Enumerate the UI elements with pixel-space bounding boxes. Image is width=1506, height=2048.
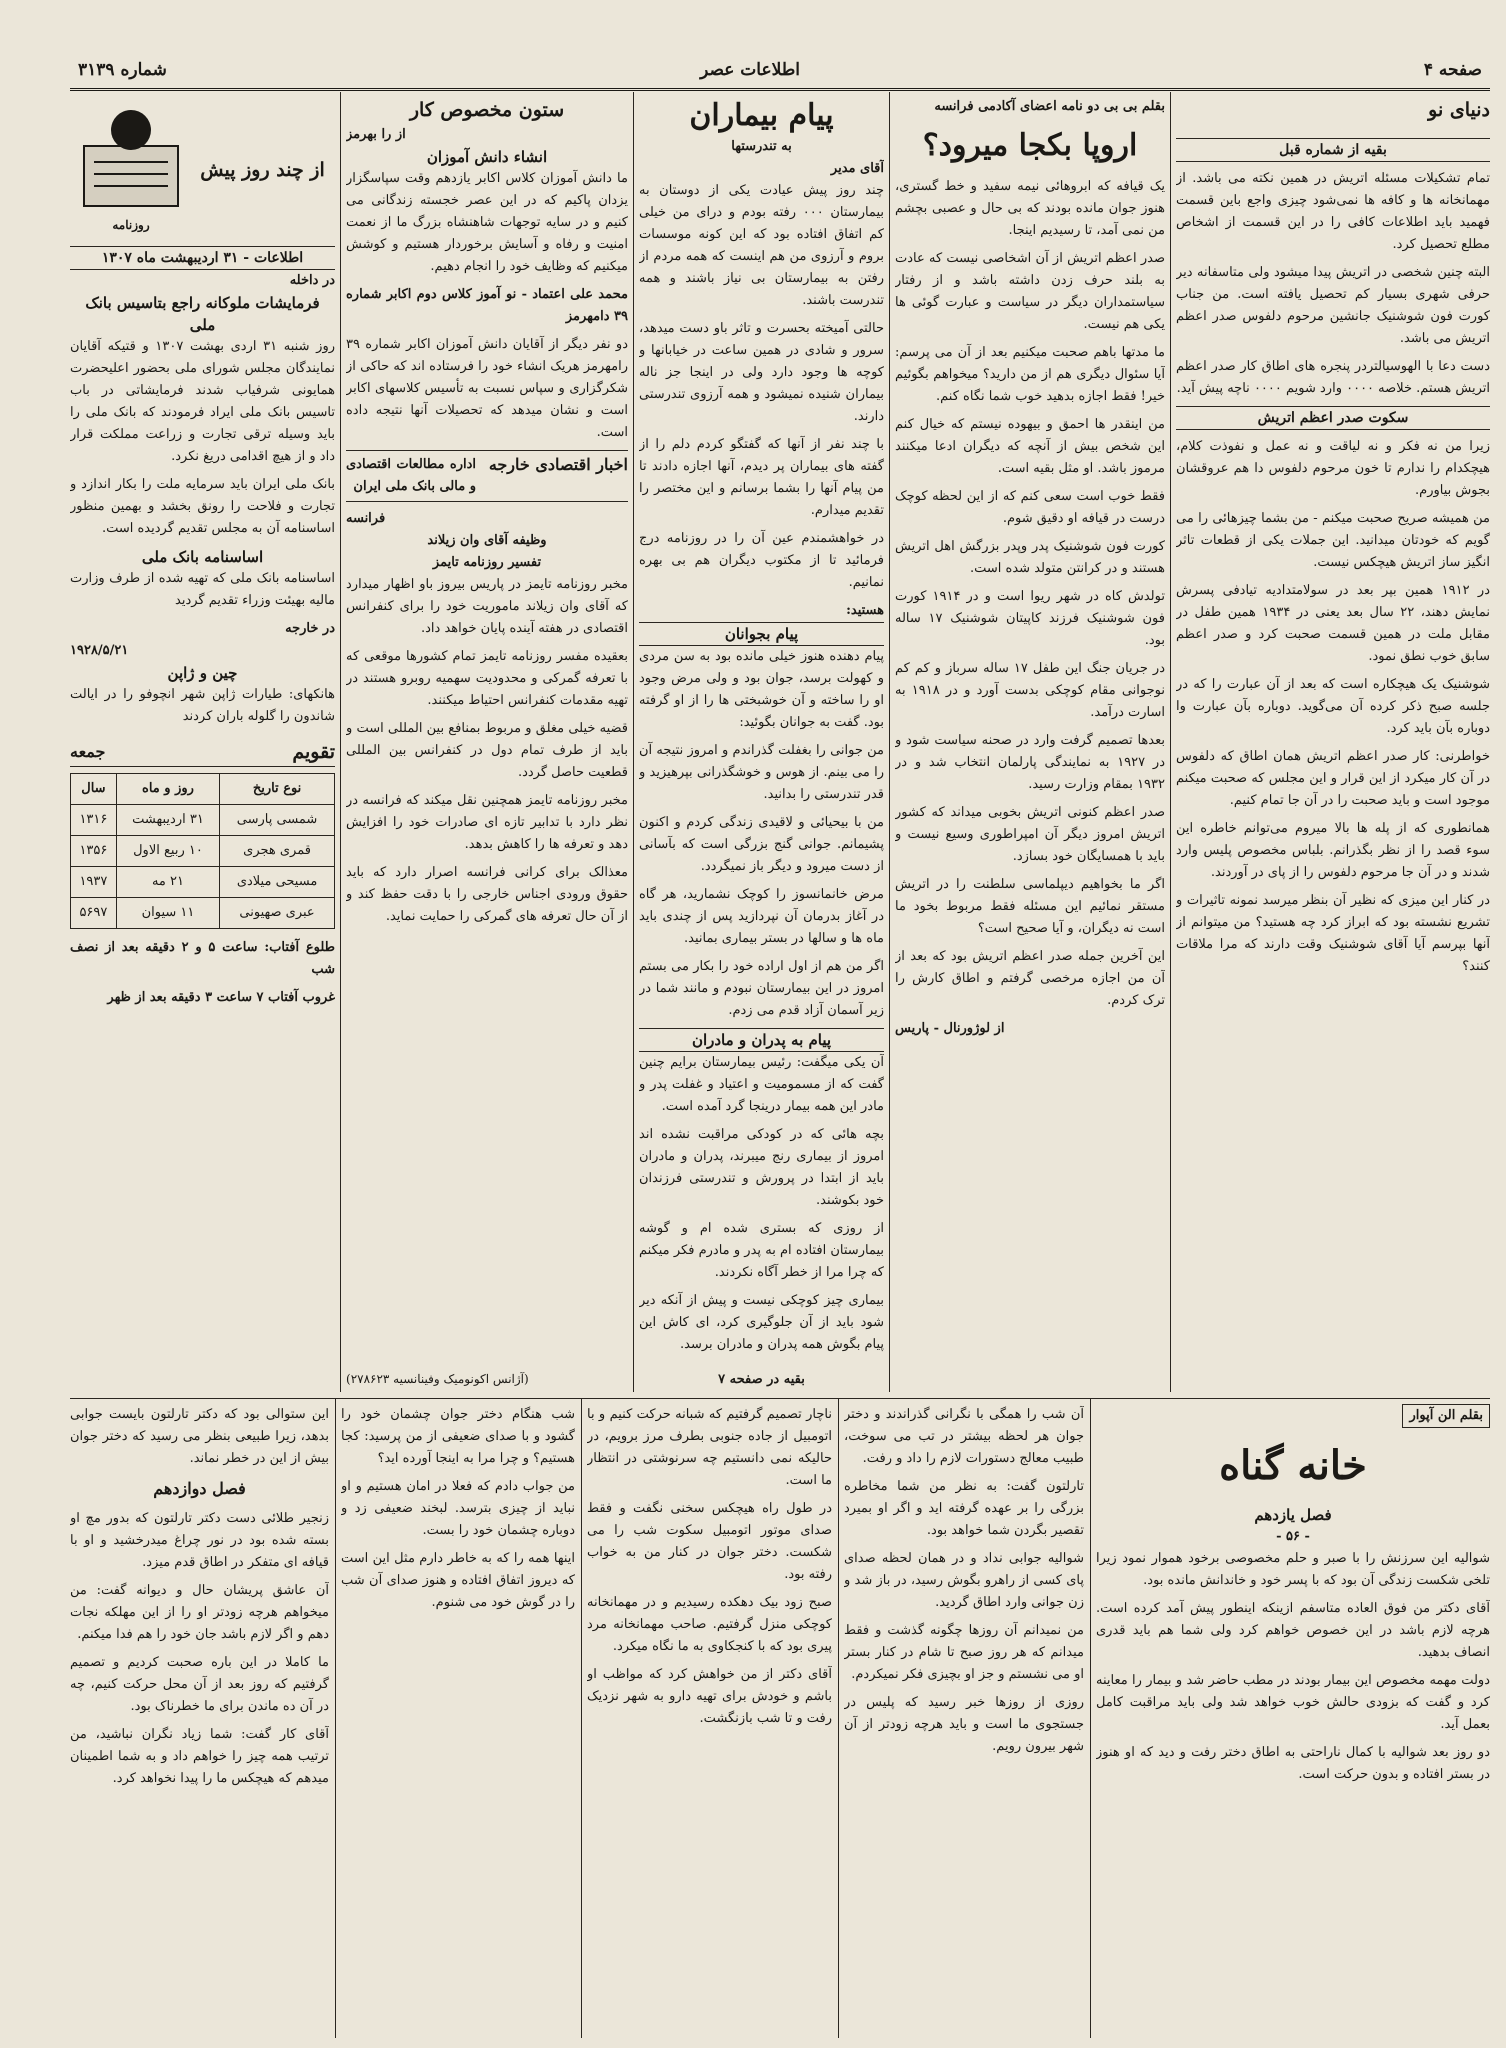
serial-column — [70, 1404, 329, 2038]
weekday: جمعه — [70, 742, 106, 761]
sunrise: طلوع آفتاب: ساعت ۵ و ۲ دقیقه بعد از نصف شب — [70, 940, 335, 977]
paragraph: آقای دکتر من فوق العاده متاسفم ازینکه اینطور پیش آمد کرده است. هرچه لازم باشد در این خصوص خواهم کرد ولی شما هم باید قدری انصاف بدهید. — [1096, 1601, 1490, 1660]
paragraph: مخبر روزنامه تایمز در پاریس بیروز باو اظهار میدارد که آقای وان زیلاند ماموریت خود را برای کنفرانس اقتصادی در هفته آینده پایان خواهد داد. — [346, 577, 628, 636]
rule — [889, 92, 890, 1392]
sunset: غروب آفتاب ۷ ساعت ۳ دقیقه بعد از ظهر — [107, 990, 335, 1005]
signature: هستید: — [846, 603, 884, 618]
table-row — [71, 867, 335, 898]
paragraph: بعقیده مفسر روزنامه تایمز تمام کشورها موقعی که با تعرفه گمرکی و محدودیت سهمیه روبرو هستند در تهیه مقدمات کنفرانس احتیاط میکنند. — [346, 649, 628, 708]
paragraph: پیام دهنده هنوز خیلی مانده بود به سن مردی و کهولت برسد، جوان بود و ولی مرض وجود او را ساخته و آن خوشبختی ها را از او گرفته بود. گفت به جوانان بگوئید: — [639, 649, 884, 730]
rule — [633, 92, 634, 1392]
rule — [335, 1398, 336, 2038]
source-signature: از لوژورنال - پاریس — [895, 1021, 1005, 1036]
paragraph: چند روز پیش عیادت یکی از دوستان به بیمارستان ۰۰۰ رفته بودم و درای من خیلی کم اتفاق افتاده بود که این کونه موسسات بروم و آرزوی من هم اینست که همه مردم از رفتن به بیمارستان بی نیاز باشند و همه تندرست باشند. — [639, 183, 884, 308]
paper-name: اطلاعات عصر — [700, 60, 800, 80]
paragraph: ما دانش آموزان کلاس اکابر یازدهم وقت سپاسگزار یزدان پاکیم که در این عصر خجسته زندگانی می کنیم و در سایه توجهات شاهنشاه بزرگ ما از نعمت امنیت و رفاه و آسایش برخوردار هستیم و کوشش میکنیم که وظایف خود را انجام دهیم. — [346, 171, 628, 274]
paragraph: تارلتون گفت: به نظر من شما مخاطره بزرگی را بر عهده گرفته اید و اگر او بمیرد تقصیر بگردن شما خواهد بود. — [844, 1479, 1084, 1538]
subhead: پیام بجوانان — [639, 622, 884, 646]
column-header: سال — [71, 774, 117, 805]
table-cell: ۱۹۳۷ — [71, 867, 117, 898]
column-patients — [639, 96, 884, 1390]
paragraph: بانک ملی ایران باید سرمایه ملت را بکار اندازد و تجارت و فلاحت را رونق بخشد و بهمین منظور اساسنامه آن به مجلس تقدیم گردیده است. — [70, 477, 335, 536]
paragraph: شب هنگام دختر جوان چشمان خود را گشود و با صدای ضعیفی از من پرسید: کجا هستیم؟ و چرا مرا به اینجا آورده اید؟ — [341, 1407, 575, 1466]
paragraph: اگر من هم از اول اراده خود را بکار می بستم امروز در این بیمارستان نبودم و مانند شما در زیر آسمان آزاد قدم می زدم. — [639, 959, 884, 1018]
paragraph: معذالک برای کرانی فرانسه اصرار دارد که باید حقوق ورودی اجناس خارجی را با دقت حفظ کند و از آن حال تعرفه های گمرکی را حمایت نماید. — [346, 865, 628, 924]
serial-column — [587, 1404, 832, 2038]
column-labor — [346, 96, 628, 1390]
banner-title: اخبار اقتصادی خارجه — [488, 455, 628, 474]
rule — [581, 1398, 582, 2038]
subhead: فرمایشات ملوکانه راجع بتاسیس بانک ملی — [85, 294, 320, 334]
table-cell: ۳۱ اردیبهشت — [116, 805, 219, 836]
table-cell: شمسی پارسی — [220, 805, 335, 836]
article-title: اروپا بکجا میرود؟ — [922, 128, 1138, 163]
serial-intro — [1096, 1404, 1490, 2038]
rule — [1170, 92, 1171, 1392]
byline: به تندرستها — [731, 139, 792, 154]
section-label: در داخله — [289, 273, 335, 288]
paragraph: با چند نفر از آنها که گفتگو کردم دلم را از گفته های بیماران پر دیدم، آنها اجازه دادند تا من پیام آنها را بشما برسانم و این مختصر را تقدیم میدارم. — [639, 437, 884, 518]
paragraph: مرض خانمانسوز را کوچک نشمارید، هر گاه در آغاز بدرمان آن نپردازید پس از چندی باید ماه ها و سالها در بستر بیماری بمانید. — [639, 887, 884, 946]
salutation: آقای مدیر — [830, 161, 884, 176]
paragraph: من جوانی را بغفلت گذراندم و امروز نتیجه آن را می بینم. از هوس و خوشگذرانی بپرهیزید و قدر تندرستی را بدانید. — [639, 743, 884, 802]
paragraph: آن شب را همگی با نگرانی گذراندند و دختر جوان هر لحظه بیشتر در تب می سوخت، طبیب معالج دستورات لازم را داد و رفت. — [844, 1407, 1084, 1466]
paragraph: من با بیحیائی و لاقیدی زندگی کردم و اکنون پشیمانم. جوانی گنج بزرگی است که بآسانی از دست میرود و دیگر باز نمیگردد. — [639, 815, 884, 874]
column-europe-cont — [1176, 96, 1490, 1390]
subhead: اساسنامه بانک ملی — [141, 548, 264, 566]
byline: بقلم بی بی دو نامه اعضای آکادمی فرانسه — [934, 99, 1165, 114]
column-header: روز و ماه — [116, 774, 219, 805]
table-cell: ۵۶۹۷ — [71, 898, 117, 929]
table-cell: ۱۳۵۶ — [71, 836, 117, 867]
byline: از را بهرمز — [346, 127, 406, 142]
issue-number: شماره ۳۱۳۹ — [78, 60, 167, 80]
subhead: بقیه از شماره قبل — [1176, 138, 1490, 162]
paragraph: یک قیافه که ابروهائی نیمه سفید و خط گستری، هنوز جوان مانده بودند که بی حال و عصبی بچشم من نمی آمد، تا رسیدیم اینجا. — [895, 179, 1165, 238]
paragraph: در خواهشمندم عین آن را در روزنامه درج فرمائید تا از مکتوب دیگران هم بی بهره نمانیم. — [639, 531, 884, 590]
serial-title: خانه گناه — [1219, 1442, 1367, 1489]
paragraph: روزی از روزها خبر رسید که پلیس در جستجوی ما است و باید هرچه زودتر از آن شهر بیرون رویم. — [844, 1695, 1084, 1754]
paragraph: این آخرین جمله صدر اعظم اتریش بود که بعد از آن من اجازه مرخصی گرفتم و اطاق کارش را ترک کردم. — [895, 949, 1165, 1008]
paragraph: دو روز بعد شوالیه با کمال ناراحتی به اطاق دختر رفت و دید که او هنوز در بستر افتاده و بدون حرکت است. — [1096, 1745, 1490, 1782]
paragraph: اگر ما بخواهیم دیپلماسی سلطنت را در اتریش مستقر نمائیم این مسئله فقط مربوط بخود ما است نه دیگران، و آیا صحیح است؟ — [895, 877, 1165, 936]
paragraph: در طول راه هیچکس سخنی نگفت و فقط صدای موتور اتومبیل سکوت شب را می شکست. دختر جوان در کنار من به خواب رفته بود. — [587, 1501, 832, 1582]
date: ۱۹۲۸/۵/۲۱ — [70, 643, 129, 658]
illustration-caption: روزنامه — [112, 218, 150, 232]
paragraph: قضیه خیلی مغلق و مربوط بمنافع بین المللی است و باید از طرف تمام دول در کنفرانس بین المللی قطعیت حاصل گردد. — [346, 721, 628, 780]
paragraph: هانکهای: طیارات ژاپن شهر انچوفو را در ایالت شاندون را گلوله باران کردند — [70, 687, 335, 724]
paragraph: همانطوری که از پله ها بالا میروم می‌توانم خاطره این سوء قصد را از نظر بگذرانم. بلباس مخصوص پلیس وارد شدند و در آن جا مرحوم دلفوس را از پای در آوردند. — [1176, 821, 1490, 880]
installment-number: - ۵۶ - — [1276, 1529, 1310, 1544]
paragraph: دست دعا با الهوسیالتردر پنجره های اطاق کار صدر اعظم اتریش هستم. خلاصه ۰۰۰۰ وارد شویم ۰۰۰۰ ناچه پیش آید. — [1176, 359, 1490, 396]
table-row — [71, 898, 335, 929]
column-history — [70, 96, 335, 1390]
chapter-heading: فصل یازدهم — [1254, 1506, 1332, 1524]
paragraph: زنجیر طلائی دست دکتر تارلتون که بدور مچ او بسته شده بود در نور چراغ میدرخشید و او با قیافه ای متفکر در اطاق قدم میزد. — [70, 1511, 329, 1570]
masthead-block — [70, 96, 335, 246]
subhead: تفسیر روزنامه تایمز — [432, 555, 542, 570]
paragraph: صدر اعظم اتریش از آن اشخاصی نیست که عادت به بلند حرف زدن داشته باشد و از رفتار سیاستمداران دیگر در سیاست و عبارت گوئی ها یکی هم نیست. — [895, 251, 1165, 332]
paragraph: خواطرنی: کار صدر اعظم اتریش همان اطاق که دلفوس در آن کار میکرد از این قرار و این مجلس که صحبت میکنم موجود است و باید صحبت را در آن جا تمام کنیم. — [1176, 749, 1490, 808]
subhead: پیام به پدران و مادران — [639, 1028, 884, 1052]
paragraph: آن عاشق پریشان حال و دیوانه گفت: من میخواهم هرچه زودتر او را از این مهلکه نجات دهم و اگر لازم باشد جان خود را هم فدا میکنم. — [70, 1583, 329, 1642]
paragraph: من جواب دادم که فعلا در امان هستیم و او نباید از چیزی بترسد. لبخند ضعیفی زد و دوباره چشمان خود را بست. — [341, 1479, 575, 1538]
paragraph: ناچار تصمیم گرفتیم که شبانه حرکت کنیم و با اتومبیل از جاده جنوبی بطرف مرز برویم، در حالیکه نمی دانستیم چه سرنوشتی در انتظار ما است. — [587, 1407, 832, 1488]
paragraph: در جریان جنگ این طفل ۱۷ ساله سرباز و کم کم نوجوانی مقام کوچکی بدست آورد و در ۱۹۱۸ به اسارت درآمد. — [895, 661, 1165, 720]
paragraph: من همیشه صریح صحبت میکنم - من بشما چیزهائی را می گویم که خودتان میدانید. این جملات یکی از قطعات تاثر انگیز ساز اتریش هیچکس نیست. — [1176, 511, 1490, 570]
table-row — [71, 836, 335, 867]
paragraph: دو نفر دیگر از آقایان دانش آموزان اکابر شماره ۳۹ رامهرمز هریک انشاء خود را فرستاده اند که حاکی از شکرگزاری و سپاس نسبت به تأسیس کلاسهای اکابر است و نشان میدهد که تحصیلات آنها نتیجه داده است. — [346, 337, 628, 440]
subhead: وظیفه آقای وان زیلاند — [427, 533, 547, 548]
paragraph: من اینقدر ها احمق و بیهوده نیستم که خیال کنم این شخص بیش از آنچه که دیگران ادعا میکنند مرموز باشد. او مثل بقیه است. — [895, 417, 1165, 476]
rule — [1090, 1398, 1091, 2038]
paragraph: مخبر روزنامه تایمز همچنین نقل میکند که فرانسه در نظر دارد با تدابیر تازه ای صادرات خود را افزایش دهد و تعرفه ها را کاهش بدهد. — [346, 793, 628, 852]
paragraph: کورت فون شوشنیک پدر وپدر بزرگش اهل اتریش هستند و در کرانتن متولد شده است. — [895, 539, 1165, 576]
paragraph: آقای کار گفت: شما زیاد نگران نباشید، من ترتیب همه چیز را خواهم داد و به شما اطمینان میدهم که هیچکس ما را پیدا نخواهد کرد. — [70, 1727, 329, 1786]
rule — [340, 92, 341, 1392]
rule — [838, 1398, 839, 2038]
article-title: پیام بیماران — [689, 98, 834, 133]
rule — [70, 1398, 1490, 1399]
serial-author: بقلم الن آپوار — [1402, 1404, 1490, 1428]
paragraph: از روزی که بستری شده ام و گوشه بیمارستان افتاده ام به پدر و مادرم فکر میکنم که چرا مرا از خطر آگاه نکردند. — [639, 1221, 884, 1280]
calendar-header — [70, 738, 335, 767]
paragraph: تمام تشکیلات مسئله اتریش در همین نکته می باشد. از مهمانخانه ها و کافه ها نمی‌شود چیزی واجع باین قسمت فهمید باید اطلاعات کافی را در این قسمت از اشخاص مطلع تحصیل کرد. — [1176, 171, 1490, 252]
chapter-heading: فصل دوازدهم — [153, 1479, 246, 1498]
section-label: در خارجه — [285, 621, 335, 636]
paragraph: صدر اعظم کنونی اتریش بخوبی میداند که کشور اتریش امروز دیگر آن امپراطوری وسیع نیست و باید با همسایگان خود بسازد. — [895, 805, 1165, 864]
subhead: فرانسه — [346, 511, 386, 526]
paragraph: اینها همه را که به خاطر دارم مثل این است که دیروز اتفاق افتاده و هنوز صدای آن شب را در گوش خود می شنوم. — [341, 1551, 575, 1610]
page-header — [70, 56, 1490, 91]
paragraph: حالتی آمیخته بحسرت و تاثر باو دست میدهد، سرور و شادی در همین ساعت در خیابانها و کوچه ها وجود دارد ولی در اینجا جز ناله بیماران شنیده نمیشود و همه آرزوی تندرستی دارند. — [639, 321, 884, 424]
paragraph: در ۱۹۱۲ همین بپر بعد در سولامتدادیه تیادفی پسرش نمایش دهند، ۲۲ سال بعد یعنی در ۱۹۳۴ همین طفل در مقابل ملت در همین قسمت صحبت کرد و صدر اعظم سابق خوب نطق نمود. — [1176, 583, 1490, 664]
paragraph: بچه هائی که در کودکی مراقبت نشده اند امروز از بیماری رنج میبرند، پدران و مادران باید از ابتدا در پرورش و تندرستی فرزندان خود بکوشند. — [639, 1127, 884, 1208]
table-cell: مسیحی میلادی — [220, 867, 335, 898]
paragraph: بعدها تصمیم گرفت وارد در صحنه سیاست شود و در ۱۹۲۷ به نمایندگی پارلمان انتخاب شد و در ۱۹۳۲ بمقام وزارت رسید. — [895, 733, 1165, 792]
paragraph: شوالیه این سرزنش را با صبر و حلم مخصوصی برخود هموار نمود زیرا تلخی شکست زندگی آن بود که با پسر خود و خاندانش مانده بود. — [1096, 1551, 1490, 1588]
subhead: سکوت صدر اعظم اتریش — [1176, 406, 1490, 430]
paragraph: اساسنامه بانک ملی که تهیه شده از طرف وزارت مالیه بهیئت وزراء تقدیم گردید — [70, 571, 335, 608]
continued-note: بقیه در صفحه ۷ — [718, 1372, 805, 1387]
column-header: نوع تاریخ — [220, 774, 335, 805]
calendar-logo: تقویم — [292, 741, 335, 763]
paragraph: در کنار این میزی که نظیر آن بنظر میرسد نمونه تاثیرات و تشریع نشسته بود که ابراز کرد چه هستید؟ من میتوانم از آنها بپرسم آیا آقای شوشنیک وقت دارند که مرا ملاقات کنند؟ — [1176, 893, 1490, 974]
newspaper-reader-illustration — [76, 102, 186, 212]
paragraph: صبح زود بیک دهکده رسیدیم و در مهمانخانه کوچکی منزل گرفتیم. صاحب مهمانخانه مرد پیری بود که با کنجکاوی به ما نگاه میکرد. — [587, 1595, 832, 1654]
paragraph: تولدش کاه در شهر ریوا است و در ۱۹۱۴ کورت فون شوشنیک فرزند کاپیتان شوشنیک ۱۷ ساله بود. — [895, 589, 1165, 648]
subhead: انشاء دانش آموزان — [426, 148, 548, 166]
page-number: صفحه ۴ — [1423, 60, 1482, 80]
paragraph: شوشنیک یک هیچکاره است که بعد از آن عبارت را که در جلسه صبح ذکر کرده آن می‌گوید. دوباره بآن عبارت وا دوباره بآن باید کرد. — [1176, 677, 1490, 736]
paragraph: البته چنین شخصی در اتریش پیدا میشود ولی متاسفانه دیر حرفی شهری بسیار کم تحصیل یافته است. من جناب کورت فون شوشنیک جانشین مرحوم دلفوس صدر اعظم اتریش می باشد. — [1176, 265, 1490, 346]
paragraph: من نمیدانم آن روزها چگونه گذشت و فقط میدانم که هر روز صبح تا شام در کنار بستر او می نشستم و جز او بچیزی فکر نمیکردم. — [844, 1623, 1084, 1682]
table-cell: ۱۱ سیوان — [116, 898, 219, 929]
table-cell: قمری هجری — [220, 836, 335, 867]
paragraph: بیماری چیز کوچکی نیست و پیش از آنکه دیر شود باید از آن جلوگیری کرد، ای کاش این پیام بگوش همه پدران و مادران برسد. — [639, 1293, 884, 1352]
table-row — [71, 805, 335, 836]
table-cell: ۱۰ ربیع الاول — [116, 836, 219, 867]
paragraph: ما مدتها باهم صحبت میکنیم بعد از آن می پرسم: آیا سئوال دیگری هم از من دارید؟ میخواهم بگوئیم خیر! فقط اجازه بدهید خوب شما نگاه کنم. — [895, 345, 1165, 404]
econ-banner — [346, 450, 628, 502]
paragraph: شوالیه جوابی نداد و در همان لحظه صدای پای کسی از راهرو بگوش رسید، در باز شد و زن جوانی وارد اطاق گردید. — [844, 1551, 1084, 1610]
paragraph: آن یکی میگفت: رئیس بیمارستان برایم چنین گفت که از مسمومیت و اعتیاد و غفلت پدر و مادر این همه بیمار درینجا گرد آمده است. — [639, 1055, 884, 1114]
paragraph: ما کاملا در این باره صحبت کردیم و تصمیم گرفتیم که روز بعد از آن محل حرکت کنیم، چه در آن ده ماندن برای ما خطرناک بود. — [70, 1655, 329, 1714]
section-logo: از چند روز پیش — [200, 159, 325, 181]
serial-column — [844, 1404, 1084, 2038]
column-europe — [895, 96, 1165, 1390]
section-title: ستون مخصوص کار — [409, 99, 565, 121]
date-table — [70, 773, 335, 929]
subhead: چین و ژاپن — [167, 664, 238, 682]
paragraph: زیرا من نه فکر و نه لیاقت و نه عمل و نفوذت کلام، هیچکدام را ندارم تا خون مرحوم دلفوس دا هم عروقشان بجوش بیاورم. — [1176, 439, 1490, 498]
table-cell: ۱۳۱۶ — [71, 805, 117, 836]
section-logo: دنیای نو — [1428, 99, 1490, 121]
source-note: (آژانس اکونومیک وفینانسیه ۲۷۸۶۲۳) — [346, 1372, 529, 1386]
paragraph: دولت مهمه مخصوص این بیمار بودند در مطب حاضر شد و بیمار را معاینه کرد و گفت که بزودی حالش خوب خواهد شد ولی باید مراقبت کامل بعمل آید. — [1096, 1673, 1490, 1732]
paragraph: این ستوالی بود که دکتر تارلتون بایست جوابی بدهد، زیرا طبیعی بنظر می رسید که دختر جوان بیش از این در خطر نماند. — [70, 1407, 329, 1466]
paragraph: فقط خوب است سعی کنم که از این لحظه کوچک درست در قیافه او دقیق شوم. — [895, 489, 1165, 526]
banner-subtitle: اداره مطالعات اقتصادی و مالی بانک ملی ایران — [346, 457, 476, 494]
paragraph: آقای دکتر از من خواهش کرد که مواظب او باشم و خودش برای تهیه دارو به شهر نزدیک رفت و تا شب بازنگشت. — [587, 1667, 832, 1726]
serial-column — [341, 1404, 575, 2038]
table-cell: ۲۱ مه — [116, 867, 219, 898]
signature: محمد علی اعتماد - نو آموز کلاس دوم اکابر شماره ۳۹ دامهرمز — [346, 287, 628, 324]
table-cell: عبری صهیونی — [220, 898, 335, 929]
dateline: اطلاعات - ۳۱ اردیبهشت ماه ۱۳۰۷ — [70, 246, 335, 270]
paragraph: روز شنبه ۳۱ اردی بهشت ۱۳۰۷ و قتیکه آقایان نمایندگان مجلس شورای ملی بحضور اعلیحضرت همایونی شرفیاب شدند فرمایشاتی در باب تاسیس بانک ملی ایراد فرمودند که بانک ملی را باید وسیله ترقی تجارت و زراعت مملکت قرار داد و از هیچ اقدامی دریغ نکرد. — [70, 339, 335, 464]
